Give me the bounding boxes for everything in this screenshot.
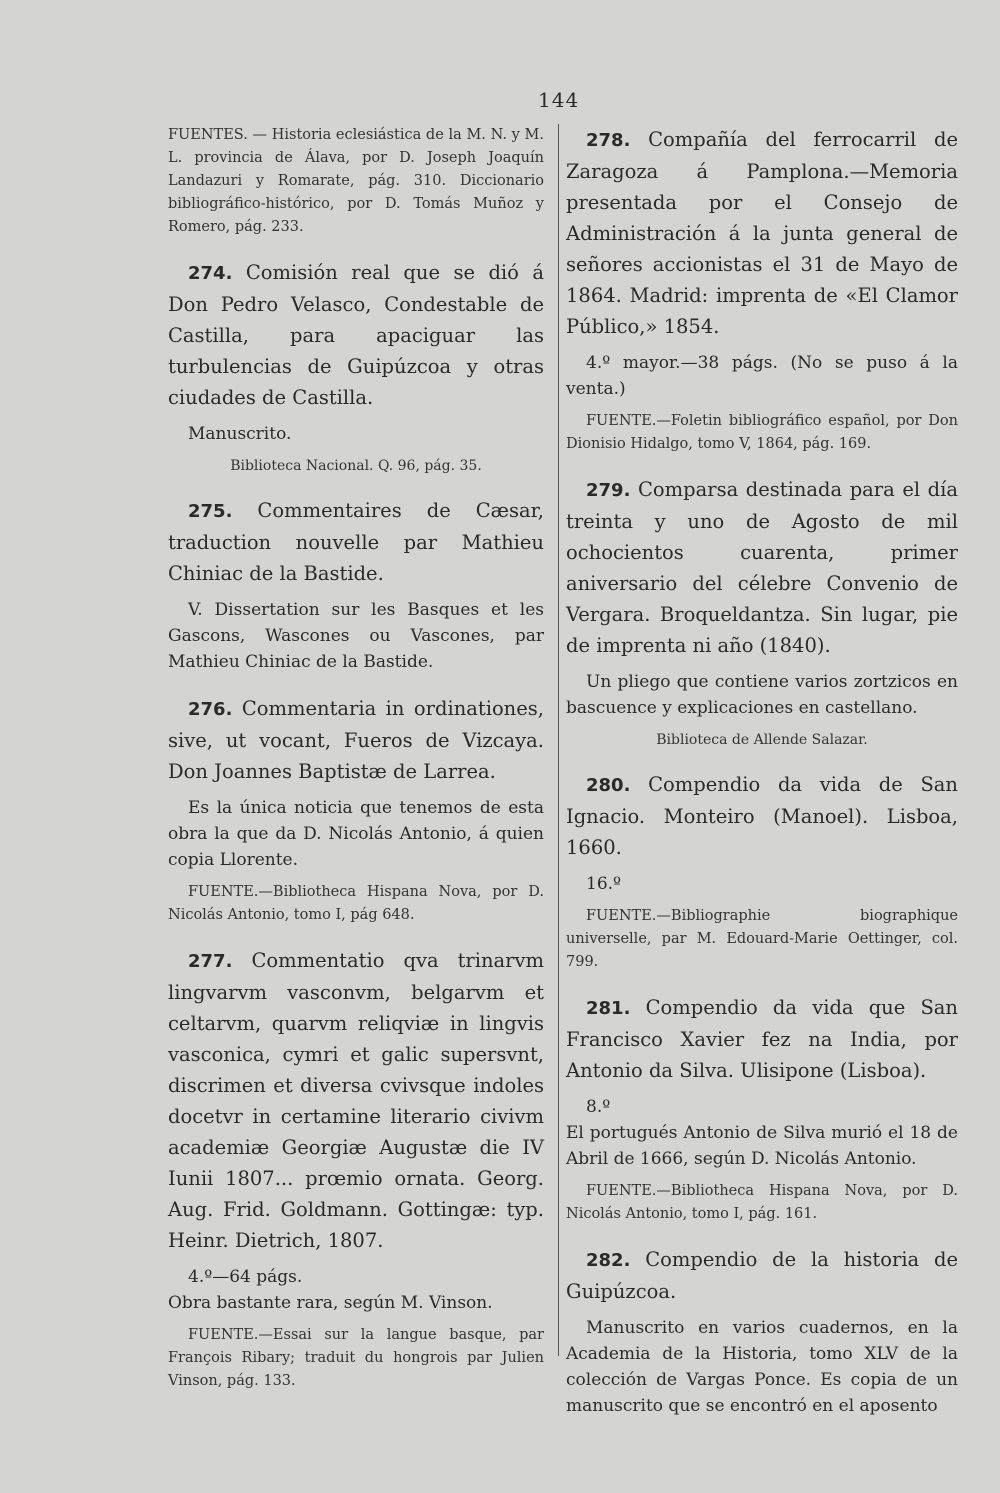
- entry-heading: [168, 495, 544, 589]
- entry-title: Commentaria in ordinationes, sive, ut vocant, Fueros de Vizcaya. Don Joannes Baptistæ de Larrea.: [168, 697, 544, 783]
- entry-277: [168, 945, 544, 1393]
- entry-number: 274.: [188, 263, 233, 284]
- entry-heading: [168, 945, 544, 1256]
- entry-note: Manuscrito.: [188, 424, 292, 444]
- entry-note: Manuscrito en varios cuadernos, en la Academia de la Historia, tomo XLV de la colección de Vargas Ponce. Es copia de un manuscrito que se encontró en el aposento: [566, 1318, 958, 1416]
- entry-source: FUENTE.—Essai sur la langue basque, par François Ribary; traduit du hongrois par Julien Vinson, pág. 133.: [168, 1327, 544, 1389]
- intro-source: FUENTES. — Historia eclesiástica de la M. N. y M. L. provincia de Álava, por D. Joseph Joaquín Landazuri y Romarate, pág. 310. Diccionario bibliográfico-histórico, por D. Tomás Muñoz y Romero, pág. 233.: [168, 127, 544, 235]
- entry-number: 281.: [586, 998, 631, 1019]
- entry-library: Biblioteca de Allende Salazar.: [656, 732, 868, 748]
- left-column: [168, 124, 544, 1405]
- entry-note-2: Obra bastante rara, según M. Vinson.: [168, 1293, 493, 1313]
- entry-heading: [566, 124, 958, 342]
- entry-note: 16.º: [586, 874, 622, 894]
- entry-title: Compendio da vida que San Francisco Xavier fez na India, por Antonio da Silva. Ulisipone (Lisboa).: [566, 996, 958, 1082]
- entry-282: [566, 1244, 958, 1419]
- entry-274: [168, 257, 544, 477]
- entry-title: Comparsa destinada para el día treinta y uno de Agosto de mil ochocientos cuarenta, primer aniversario del célebre Convenio de Vergara. Broqueldantza. Sin lugar, pie de imprenta ni año (1840).: [566, 478, 958, 657]
- entry-note: 8.º: [586, 1097, 611, 1117]
- entry-279: [566, 474, 958, 751]
- entry-heading: [566, 474, 958, 661]
- entry-heading: [566, 769, 958, 863]
- entry-number: 280.: [586, 775, 631, 796]
- entry-number: 276.: [188, 699, 233, 720]
- entry-note: Un pliego que contiene varios zortzicos en bascuence y explicaciones en castellano.: [566, 672, 958, 718]
- entry-276: [168, 693, 544, 927]
- entry-heading: [168, 693, 544, 787]
- entry-note: V. Dissertation sur les Basques et les Gascons, Wascones ou Vascones, par Mathieu Chiniac de la Bastide.: [168, 600, 544, 672]
- column-divider: [558, 124, 559, 1356]
- entry-source: FUENTE.—Bibliotheca Hispana Nova, por D. Nicolás Antonio, tomo I, pág 648.: [168, 884, 544, 923]
- entry-title: Compendio da vida de San Ignacio. Monteiro (Manoel). Lisboa, 1660.: [566, 773, 958, 859]
- entry-275: [168, 495, 544, 675]
- entry-heading: [566, 992, 958, 1086]
- entry-note: Es la única noticia que tenemos de esta obra la que da D. Nicolás Antonio, á quien copia Llorente.: [168, 798, 544, 870]
- entry-note: 4.º mayor.—38 págs. (No se puso á la venta.): [566, 353, 958, 399]
- entry-note: 4.º—64 págs.: [188, 1267, 303, 1287]
- entry-source: FUENTE.—Bibliographie biographique universelle, par M. Edouard-Marie Oettinger, col. 799.: [566, 908, 958, 970]
- entry-280: [566, 769, 958, 974]
- entry-number: 278.: [586, 130, 631, 151]
- entry-title: Compendio de la historia de Guipúzcoa.: [566, 1248, 958, 1303]
- entry-heading: [566, 1244, 958, 1307]
- page-number: 144: [538, 88, 580, 112]
- entry-title: Commentaires de Cæsar, traduction nouvelle par Mathieu Chiniac de la Bastide.: [168, 499, 544, 585]
- entry-source: FUENTE.—Foletin bibliográfico español, por Don Dionisio Hidalgo, tomo V, 1864, pág. 169.: [566, 413, 958, 452]
- entry-title: Comisión real que se dió á Don Pedro Velasco, Condestable de Castilla, para apaciguar las turbulencias de Guipúzcoa y otras ciudades de Castilla.: [168, 261, 544, 409]
- entry-278: [566, 124, 958, 456]
- entry-number: 282.: [586, 1250, 631, 1271]
- entry-number: 277.: [188, 951, 233, 972]
- entry-281: [566, 992, 958, 1226]
- right-column: [566, 124, 958, 1427]
- entry-title: Compañía del ferrocarril de Zaragoza á Pamplona.—Memoria presentada por el Consejo de Administración á la junta general de señores accionistas el 31 de Mayo de 1864. Madrid: imprenta de «El Clamor Público,» 1854.: [566, 128, 958, 338]
- entry-number: 279.: [586, 480, 631, 501]
- entry-library: Biblioteca Nacional. Q. 96, pág. 35.: [230, 458, 482, 474]
- entry-note-2: El portugués Antonio de Silva murió el 18 de Abril de 1666, según D. Nicolás Antonio.: [566, 1123, 958, 1169]
- entry-source: FUENTE.—Bibliotheca Hispana Nova, por D. Nicolás Antonio, tomo I, pág. 161.: [566, 1183, 958, 1222]
- entry-title: Commentatio qva trinarvm lingvarvm vasconvm, belgarvm et celtarvm, quarvm reliqviæ in lingvis vasconica, cymri et galic supersvnt, discrimen et diversa cvivsque indoles docetvr in certamine literario civivm academiæ Georgiæ Augustæ die IV Iunii 1807... prœmio ornata. Georg. Aug. Frid. Goldmann. Gottingæ: typ. Heinr. Dietrich, 1807.: [168, 949, 544, 1252]
- entry-number: 275.: [188, 501, 233, 522]
- entry-heading: [168, 257, 544, 413]
